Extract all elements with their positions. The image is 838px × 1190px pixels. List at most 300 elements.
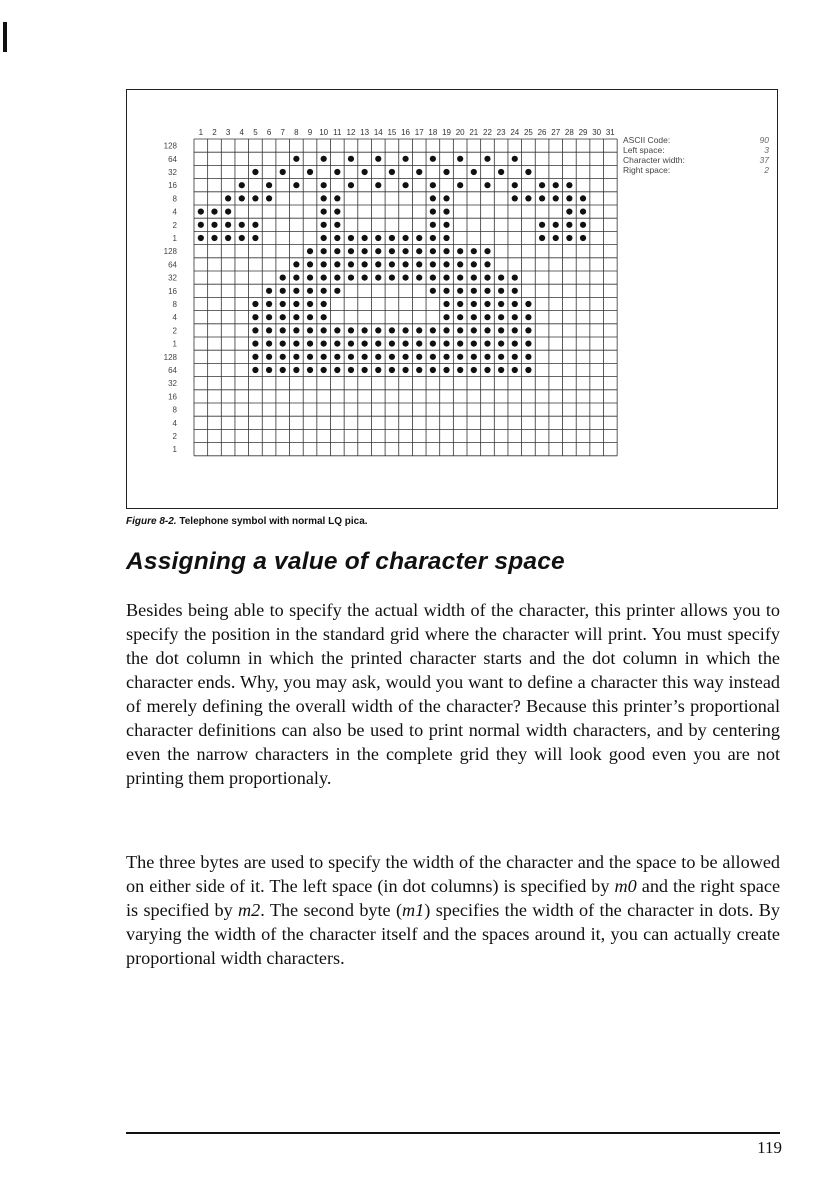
grid-dot (321, 354, 327, 360)
legend-label: Left space: (623, 145, 665, 155)
legend-value: 90 (759, 135, 769, 145)
column-number-label: 31 (605, 128, 615, 137)
column-number-label: 12 (346, 128, 356, 137)
row-value-label: 16 (168, 392, 177, 402)
grid-dot (266, 354, 272, 360)
grid-dot (252, 195, 258, 201)
column-number-label: 18 (428, 128, 438, 137)
grid-dot (539, 235, 545, 241)
grid-dot (457, 354, 463, 360)
grid-dot (334, 209, 340, 215)
grid-dot (539, 182, 545, 188)
grid-dot (389, 354, 395, 360)
row-value-label: 4 (172, 207, 177, 217)
grid-dot (321, 248, 327, 254)
legend-value: 3 (764, 145, 769, 155)
grid-dot (266, 367, 272, 373)
grid-dot (307, 367, 313, 373)
grid-dot (321, 341, 327, 347)
grid-dot (362, 354, 368, 360)
parameter-m1: m1 (402, 900, 425, 920)
grid-dot (484, 327, 490, 333)
grid-dot (566, 195, 572, 201)
legend-row (623, 145, 769, 155)
grid-dot (375, 261, 381, 267)
grid-dot (525, 195, 531, 201)
grid-dot (334, 261, 340, 267)
row-value-label: 2 (172, 432, 177, 441)
grid-dot (443, 222, 449, 228)
row-value-label: 1 (172, 445, 177, 455)
grid-dot (512, 182, 518, 188)
grid-dot (416, 341, 422, 347)
grid-dot (416, 327, 422, 333)
grid-dot (430, 195, 436, 201)
parameter-m0: m0 (614, 876, 637, 896)
grid-dot (334, 354, 340, 360)
grid-dot (348, 341, 354, 347)
grid-dot (334, 327, 340, 333)
grid-dot (321, 209, 327, 215)
grid-dot (553, 195, 559, 201)
grid-dot (443, 327, 449, 333)
grid-dot (430, 327, 436, 333)
grid-dot (498, 314, 504, 320)
legend-row (623, 135, 769, 145)
grid-dot (334, 235, 340, 241)
grid-dot (389, 367, 395, 373)
grid-dot (525, 367, 531, 373)
grid-dot (293, 261, 299, 267)
grid-dot (225, 195, 231, 201)
grid-dot (443, 195, 449, 201)
row-value-label: 4 (172, 313, 177, 323)
grid-dot (280, 275, 286, 281)
grid-dot (457, 248, 463, 254)
row-value-label: 2 (172, 220, 177, 230)
grid-dot (266, 288, 272, 294)
grid-dot (512, 156, 518, 162)
row-value-label: 8 (172, 194, 177, 204)
grid-dot (225, 222, 231, 228)
grid-dot (525, 169, 531, 175)
grid-dot (280, 367, 286, 373)
grid-dot (457, 341, 463, 347)
grid-dot (252, 327, 258, 333)
grid-dot (498, 327, 504, 333)
grid-dot (457, 314, 463, 320)
grid-dot (498, 341, 504, 347)
grid-dot (389, 261, 395, 267)
row-value-label: 32 (168, 379, 177, 389)
grid-dot (484, 341, 490, 347)
figure-caption (126, 516, 368, 527)
grid-dot (389, 169, 395, 175)
grid-dot (348, 156, 354, 162)
grid-dot (225, 209, 231, 215)
row-value-label: 4 (172, 418, 177, 428)
grid-dot (280, 327, 286, 333)
grid-dot (293, 288, 299, 294)
grid-dot (375, 327, 381, 333)
grid-dot (525, 327, 531, 333)
grid-dot (321, 314, 327, 320)
grid-dot (525, 354, 531, 360)
grid-dot (362, 248, 368, 254)
grid-dot (512, 341, 518, 347)
grid-dot (430, 235, 436, 241)
row-value-label: 128 (163, 141, 177, 151)
figure-label: Figure 8-2. (126, 516, 177, 527)
grid-dot (416, 354, 422, 360)
grid-dot (402, 261, 408, 267)
column-number-label: 4 (239, 128, 245, 137)
grid-dot (252, 235, 258, 241)
grid-dot (580, 195, 586, 201)
grid-dot (443, 275, 449, 281)
grid-dot (211, 222, 217, 228)
grid-dot (484, 288, 490, 294)
row-value-label: 128 (163, 247, 177, 257)
grid-dot (430, 341, 436, 347)
grid-dot (280, 301, 286, 307)
grid-dot (389, 275, 395, 281)
grid-dot (266, 301, 272, 307)
grid-dot (389, 248, 395, 254)
grid-dot (266, 327, 272, 333)
grid-dot (402, 327, 408, 333)
grid-dot (280, 354, 286, 360)
grid-dot (293, 182, 299, 188)
grid-dot (348, 248, 354, 254)
grid-dot (416, 235, 422, 241)
grid-dot (525, 341, 531, 347)
grid-dot (293, 156, 299, 162)
column-number-label: 21 (469, 128, 479, 137)
grid-dot (362, 327, 368, 333)
paragraph-1: Besides being able to specify the actual width of the character, this printer allows you to specify the position in the standard grid where the character will print. You must specify the dot column in which the printed character starts and the dot column in which the character ends. Why, you may ask, would you want to define a character this way instead of merely defining the overall width of the character? Because this printer’s proportional character definitions can also be used to print normal width characters, and by centering even the narrow characters in the complete grid they will look good even you are not printing them proportionaly. (126, 600, 780, 788)
grid-dot (389, 327, 395, 333)
grid-dot (457, 288, 463, 294)
grid-dot (498, 288, 504, 294)
grid-dot (362, 275, 368, 281)
grid-dot (348, 275, 354, 281)
grid-dot (348, 261, 354, 267)
grid-dot (471, 354, 477, 360)
grid-dot (471, 314, 477, 320)
grid-dot (430, 367, 436, 373)
grid-dot (457, 275, 463, 281)
legend-label: Character width: (623, 155, 685, 165)
grid-dot (484, 261, 490, 267)
grid-dot (512, 354, 518, 360)
grid-dot (362, 341, 368, 347)
grid-dot (198, 235, 204, 241)
grid-dot (402, 354, 408, 360)
grid-dot (430, 248, 436, 254)
grid-dot (293, 275, 299, 281)
row-value-label: 2 (172, 326, 177, 336)
grid-dot (211, 209, 217, 215)
grid-dot (307, 248, 313, 254)
column-number-label: 6 (266, 128, 272, 137)
grid-dot (430, 222, 436, 228)
grid-dot (362, 261, 368, 267)
grid-dot (239, 195, 245, 201)
grid-dot (416, 275, 422, 281)
grid-dot (416, 367, 422, 373)
grid-dot (580, 209, 586, 215)
grid-dot (443, 261, 449, 267)
legend-row (623, 155, 769, 165)
grid-dot (443, 288, 449, 294)
grid-dot (321, 222, 327, 228)
grid-dot (402, 275, 408, 281)
row-value-label: 64 (168, 260, 177, 270)
grid-dot (389, 235, 395, 241)
grid-dot (348, 182, 354, 188)
grid-dot (280, 288, 286, 294)
grid-dot (321, 235, 327, 241)
grid-dot (430, 288, 436, 294)
grid-dot (443, 367, 449, 373)
grid-dot (512, 195, 518, 201)
grid-dot (307, 327, 313, 333)
grid-dot (225, 235, 231, 241)
column-number-label: 29 (578, 128, 588, 137)
grid-dot (252, 341, 258, 347)
row-value-label: 16 (168, 286, 177, 296)
row-value-label: 1 (172, 339, 177, 349)
grid-dot (471, 301, 477, 307)
row-value-label: 8 (172, 405, 177, 415)
grid-dot (307, 314, 313, 320)
grid-dot (457, 327, 463, 333)
legend-label: Right space: (623, 165, 671, 175)
grid-dot (443, 209, 449, 215)
grid-dot (484, 354, 490, 360)
grid-dot (266, 195, 272, 201)
grid-dot (280, 341, 286, 347)
grid-dot (321, 261, 327, 267)
grid-dot (375, 367, 381, 373)
column-number-label: 8 (294, 128, 299, 137)
grid-dot (471, 248, 477, 254)
grid-dot (307, 341, 313, 347)
grid-dot (307, 169, 313, 175)
grid-dot (430, 182, 436, 188)
grid-dot (512, 327, 518, 333)
grid-dot (321, 156, 327, 162)
grid-dot (389, 341, 395, 347)
grid-dot (498, 169, 504, 175)
margin-mark (3, 22, 7, 52)
page-number: 119 (757, 1138, 782, 1157)
grid-dot (252, 169, 258, 175)
grid-dot (280, 169, 286, 175)
grid-dot (307, 275, 313, 281)
row-value-label: 128 (163, 352, 177, 362)
grid-dot (443, 314, 449, 320)
grid-dot (443, 248, 449, 254)
grid-dot (566, 209, 572, 215)
grid-dot (321, 288, 327, 294)
grid-dot (471, 275, 477, 281)
grid-dot (252, 314, 258, 320)
grid-dot (348, 235, 354, 241)
grid-dot (321, 275, 327, 281)
legend-value: 2 (764, 165, 769, 175)
grid-dot (307, 261, 313, 267)
legend-label: ASCII Code: (623, 135, 671, 145)
grid-dot (362, 367, 368, 373)
grid-dot (375, 275, 381, 281)
grid-dot (293, 314, 299, 320)
grid-dot (443, 169, 449, 175)
grid-dot (334, 288, 340, 294)
grid-dot (525, 314, 531, 320)
legend-value: 37 (759, 155, 769, 165)
column-number-label: 3 (225, 128, 231, 137)
grid-dot (307, 288, 313, 294)
grid-dot (512, 288, 518, 294)
grid-dot (321, 195, 327, 201)
grid-dot (334, 169, 340, 175)
grid-dot (375, 235, 381, 241)
grid-dot (293, 354, 299, 360)
row-value-label: 8 (172, 300, 177, 309)
grid-dot (266, 314, 272, 320)
grid-dot (484, 156, 490, 162)
grid-dot (348, 327, 354, 333)
grid-dot (252, 222, 258, 228)
grid-dot (293, 327, 299, 333)
grid-dot (362, 169, 368, 175)
grid-dot (484, 314, 490, 320)
grid-dot (348, 354, 354, 360)
grid-dot (334, 341, 340, 347)
grid-dot (307, 301, 313, 307)
grid-dot (443, 235, 449, 241)
grid-dot (457, 367, 463, 373)
column-number-label: 17 (414, 128, 424, 137)
column-number-label: 20 (455, 128, 465, 137)
grid-dot (580, 222, 586, 228)
grid-dot (402, 341, 408, 347)
column-number-label: 25 (523, 128, 533, 137)
grid-dot (416, 169, 422, 175)
column-number-label: 9 (307, 128, 313, 137)
grid-dot (566, 182, 572, 188)
grid-dot (293, 367, 299, 373)
column-number-label: 5 (253, 128, 258, 137)
grid-dot (512, 314, 518, 320)
grid-dot (402, 182, 408, 188)
column-number-label: 1 (198, 128, 204, 137)
row-value-label: 16 (168, 181, 177, 191)
column-number-label: 19 (442, 128, 451, 137)
grid-dot (525, 301, 531, 307)
grid-dot (266, 182, 272, 188)
grid-dot (498, 275, 504, 281)
grid-dot (457, 301, 463, 307)
grid-dot (443, 341, 449, 347)
grid-dot (484, 182, 490, 188)
column-number-label: 28 (564, 128, 574, 137)
grid-dot (430, 209, 436, 215)
paragraph-2: The three bytes are used to specify the width of the character and the space to be allowed on either side of it. The left space (in dot columns) is specified by m0 and the right space is specified by m2. The second byte (m1) specifies the width of the character in dots. By varying the width of the character itself and the spaces around it, you can actually create proportional width characters. (126, 852, 781, 968)
grid-dot (375, 156, 381, 162)
figure-frame (126, 89, 778, 509)
column-number-label: 14 (373, 128, 383, 137)
row-value-label: 32 (168, 273, 177, 283)
grid-dot (402, 235, 408, 241)
grid-dot (266, 341, 272, 347)
grid-dot (471, 261, 477, 267)
grid-dot (239, 235, 245, 241)
grid-dot (580, 235, 586, 241)
column-number-label: 2 (212, 128, 217, 137)
grid-dot (553, 182, 559, 188)
column-number-label: 13 (360, 128, 370, 137)
grid-dot (293, 301, 299, 307)
grid-dot (484, 248, 490, 254)
parameter-m2: m2 (238, 900, 261, 920)
grid-dot (566, 222, 572, 228)
grid-dot (252, 367, 258, 373)
grid-dot (334, 195, 340, 201)
grid-dot (348, 367, 354, 373)
grid-dot (321, 327, 327, 333)
grid-dot (553, 235, 559, 241)
grid-dot (498, 367, 504, 373)
grid-dot (321, 182, 327, 188)
grid-dot (498, 301, 504, 307)
column-number-label: 26 (537, 128, 547, 137)
row-value-label: 64 (168, 154, 177, 164)
grid-dot (280, 314, 286, 320)
column-number-label: 16 (401, 128, 411, 137)
grid-dot (307, 354, 313, 360)
footer-rule (126, 1132, 780, 1134)
grid-dot (321, 367, 327, 373)
grid-dot (539, 195, 545, 201)
grid-dot (416, 261, 422, 267)
grid-dot (484, 367, 490, 373)
grid-dot (198, 209, 204, 215)
grid-dot (252, 354, 258, 360)
column-number-label: 30 (592, 128, 602, 137)
grid-dot (498, 354, 504, 360)
grid-dot (471, 288, 477, 294)
grid-dot (239, 222, 245, 228)
grid-dot (402, 367, 408, 373)
grid-dot (375, 182, 381, 188)
column-number-label: 15 (387, 128, 397, 137)
character-legend (623, 135, 769, 175)
grid-dot (211, 235, 217, 241)
grid-dot (457, 261, 463, 267)
grid-dot (430, 261, 436, 267)
row-value-label: 32 (168, 168, 177, 177)
grid-dot (512, 275, 518, 281)
grid-dot (375, 354, 381, 360)
grid-dot (539, 222, 545, 228)
grid-dot (457, 156, 463, 162)
section-heading: Assigning a value of character space (126, 548, 565, 575)
grid-dot (334, 248, 340, 254)
grid-dot (471, 169, 477, 175)
